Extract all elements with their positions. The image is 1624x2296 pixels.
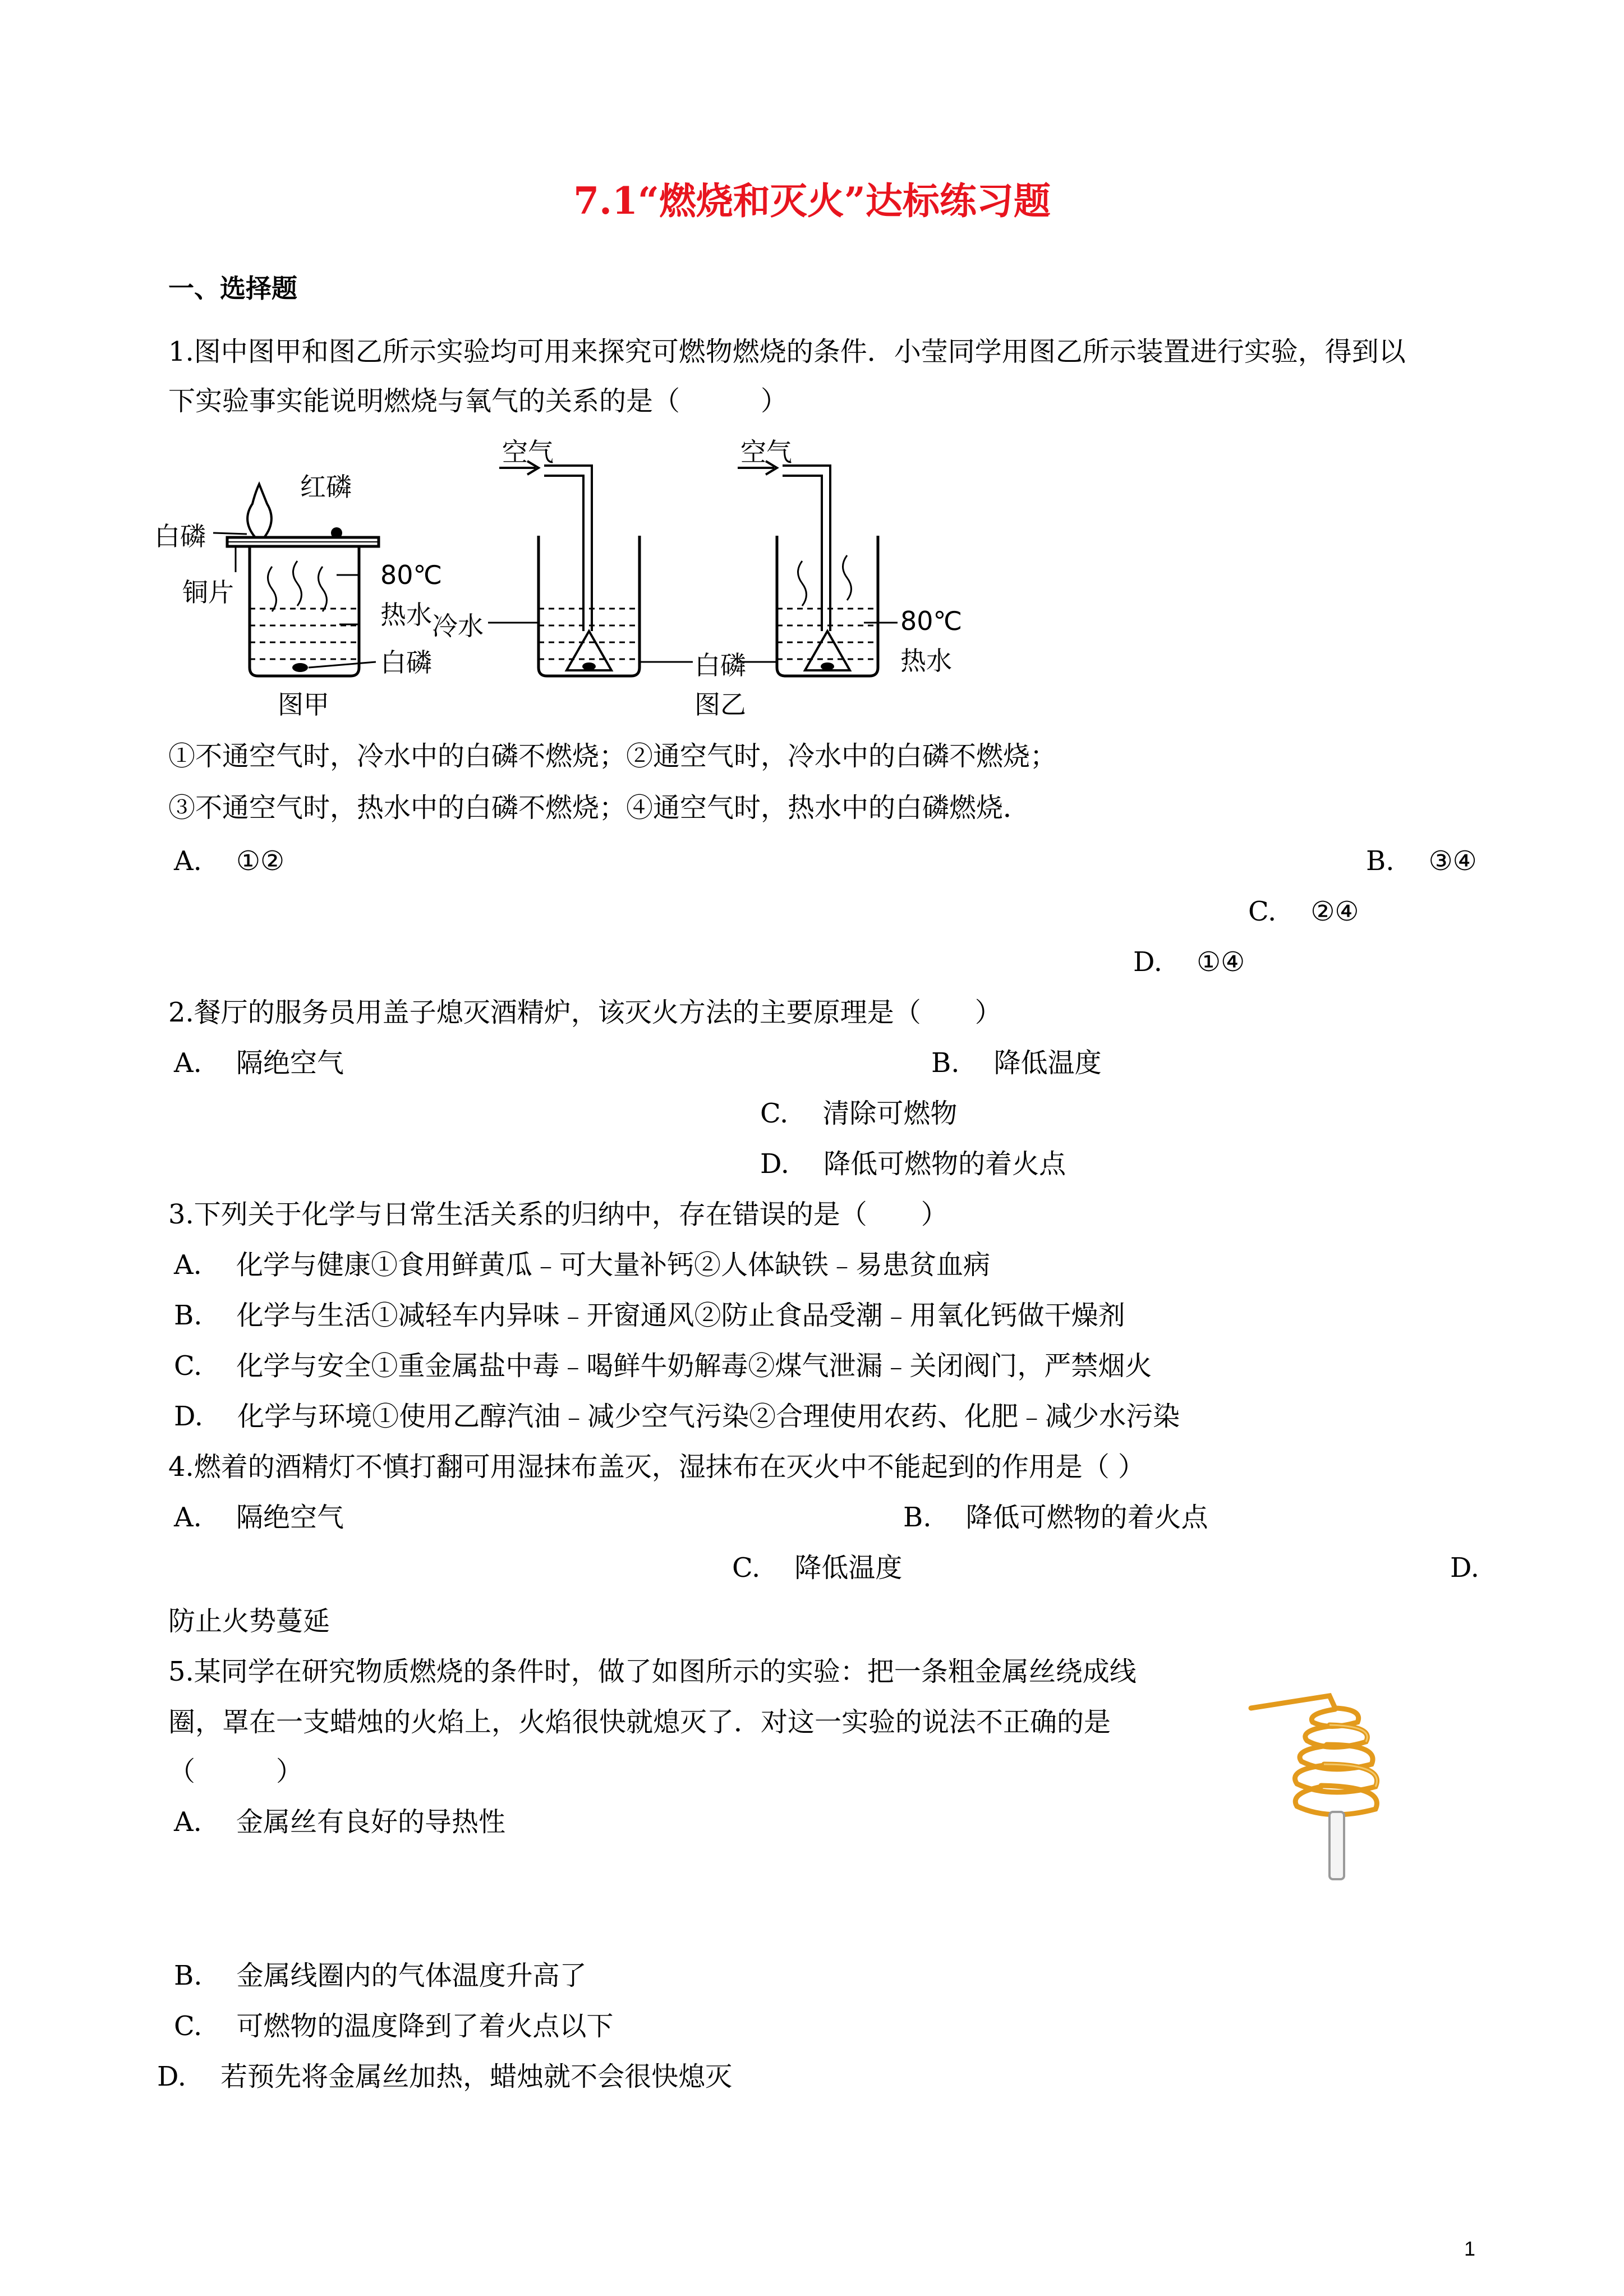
q3-option-c[interactable] — [174, 1349, 1152, 1383]
white-phosphorus-b1 — [582, 662, 596, 670]
q1-stem-line1: 1.图中图甲和图乙所示实验均可用来探究可燃物燃烧的条件．小莹同学用图乙所示装置进行实验，得到以 — [168, 336, 1406, 367]
option-text: 清除可燃物 — [822, 1098, 958, 1129]
label-white-p-2: 白磷 — [694, 650, 746, 680]
red-phosphorus — [331, 527, 342, 539]
label-white-p-left: 白磷 — [154, 521, 206, 551]
option-letter: D. — [174, 1401, 204, 1432]
option-text: 化学与安全①重金属盐中毒﹣喝鲜牛奶解毒②煤气泄漏﹣关闭阀门，严禁烟火 — [236, 1350, 1152, 1382]
q5-option-d[interactable] — [157, 2060, 732, 2093]
option-text: ①② — [236, 845, 285, 877]
q1-fact-1: ①不通空气时，冷水中的白磷不燃烧；②通空气时，冷水中的白磷不燃烧； — [168, 740, 1057, 772]
page-title: 7.1“燃烧和灭火”达标练习题 — [573, 179, 1051, 223]
option-text: 化学与生活①减轻车内异味﹣开窗通风②防止食品受潮﹣用氧化钙做干燥剂 — [236, 1300, 1125, 1331]
coil-candle-image — [1245, 1674, 1430, 1888]
q1-apparatus-diagram — [151, 432, 982, 724]
q4-option-d-text[interactable]: 防止火势蔓延 — [168, 1605, 330, 1637]
air-tube-1 — [544, 466, 592, 631]
q3-option-b[interactable] — [174, 1299, 1125, 1332]
page-number: 1 — [1464, 2237, 1475, 2260]
q5-stem-line1: 5.某同学在研究物质燃烧的条件时，做了如图所示的实验：把一条粗金属丝绕成线 — [168, 1656, 1137, 1687]
option-letter: B. — [931, 1047, 960, 1079]
q1-figure — [151, 432, 982, 724]
q5-stem-line3: （ ） — [168, 1756, 303, 1787]
option-letter: D. — [157, 2061, 187, 2092]
option-text: 降低可燃物的着火点 — [823, 1148, 1066, 1180]
label-copper: 铜片 — [182, 577, 234, 608]
q5-stem-line2: 圈，罩在一支蜡烛的火焰上，火焰很快就熄灭了．对这一实验的说法不正确的是 — [168, 1706, 1111, 1738]
q5-option-b[interactable] — [174, 1959, 587, 1993]
q3-option-a[interactable] — [174, 1248, 990, 1282]
candle — [1329, 1812, 1344, 1879]
option-letter: C. — [174, 1350, 203, 1382]
beaker-a — [250, 547, 359, 676]
option-text: 降低温度 — [993, 1047, 1102, 1079]
option-letter: A. — [174, 1249, 202, 1281]
label-fig-b: 图乙 — [694, 689, 746, 720]
q3-option-d[interactable] — [174, 1400, 1180, 1433]
label-air-1: 空气 — [502, 437, 554, 467]
label-fig-a: 图甲 — [278, 689, 329, 720]
option-text: ③④ — [1428, 845, 1477, 877]
white-phosphorus-b2 — [821, 662, 834, 670]
option-letter: D. — [760, 1148, 790, 1180]
option-text: 化学与环境①使用乙醇汽油﹣减少空气污染②合理使用农药、化肥﹣减少水污染 — [237, 1401, 1180, 1432]
label-air-2: 空气 — [740, 437, 792, 467]
option-text: 金属线圈内的气体温度升高了 — [236, 1960, 587, 1991]
option-letter: A. — [174, 1806, 202, 1838]
label-hot-water-2: 热水 — [900, 646, 952, 676]
q1-option-d[interactable] — [1133, 945, 1245, 979]
q1-stem-line2: 下实验事实能说明燃烧与氧气的关系的是（ ） — [168, 385, 788, 417]
q2-option-b[interactable] — [931, 1046, 1102, 1080]
white-phosphorus-a — [292, 663, 308, 672]
option-letter: C. — [732, 1552, 761, 1584]
label-hot-water-1: 热水 — [380, 600, 432, 630]
q5-option-a[interactable] — [174, 1805, 505, 1839]
q1-option-b[interactable] — [1366, 844, 1477, 878]
q4-option-b[interactable] — [903, 1501, 1208, 1534]
option-letter: A. — [174, 845, 202, 877]
q1-fact-2: ③不通空气时，热水中的白磷不燃烧；④通空气时，热水中的白磷燃烧． — [168, 792, 1030, 823]
q2-option-a[interactable] — [174, 1046, 344, 1080]
beaker-b2 — [777, 536, 878, 676]
q2-option-d[interactable] — [760, 1147, 1066, 1181]
q4-stem: 4.燃着的酒精灯不慎打翻可用湿抹布盖灭，湿抹布在灭火中不能起到的作用是（ ） — [168, 1451, 1145, 1483]
option-letter: B. — [1366, 845, 1395, 877]
option-text: 降低温度 — [794, 1552, 903, 1584]
option-letter: C. — [174, 2010, 203, 2042]
option-letter: B. — [903, 1502, 932, 1533]
coil-over-candle-illustration — [1245, 1674, 1430, 1888]
q5-option-c[interactable] — [174, 2009, 613, 2043]
option-letter: A. — [174, 1047, 202, 1079]
option-letter: B. — [174, 1960, 203, 1991]
flame — [247, 484, 272, 537]
q2-stem: 2.餐厅的服务员用盖子熄灭酒精炉，该灭火方法的主要原理是（ ） — [168, 997, 1002, 1028]
option-text: 金属丝有良好的导热性 — [236, 1806, 505, 1838]
label-white-p-1: 白磷 — [380, 647, 432, 678]
option-letter: A. — [174, 1502, 202, 1533]
beaker-b1 — [539, 536, 640, 676]
q1-option-c[interactable] — [1248, 895, 1359, 928]
q4-option-d-letter[interactable]: D. — [1450, 1552, 1480, 1584]
option-letter: D. — [1133, 946, 1163, 978]
air-tube-2 — [783, 466, 830, 631]
option-text: 化学与健康①食用鲜黄瓜﹣可大量补钙②人体缺铁﹣易患贫血病 — [236, 1249, 990, 1281]
option-letter: C. — [760, 1098, 789, 1129]
option-text: 隔绝空气 — [236, 1047, 344, 1079]
option-text: ①④ — [1197, 946, 1245, 978]
q2-option-c[interactable] — [760, 1097, 957, 1130]
option-letter: B. — [174, 1300, 203, 1331]
label-temp-1: 80℃ — [380, 560, 443, 590]
option-text: ②④ — [1310, 896, 1359, 927]
option-text: 降低可燃物的着火点 — [965, 1502, 1208, 1533]
option-text: 若预先将金属丝加热，蜡烛就不会很快熄灭 — [220, 2061, 733, 2092]
option-text: 隔绝空气 — [236, 1502, 344, 1533]
option-text: 可燃物的温度降到了着火点以下 — [236, 2010, 614, 2042]
q3-stem: 3.下列关于化学与日常生活关系的归纳中，存在错误的是（ ） — [168, 1199, 948, 1230]
label-temp-2: 80℃ — [900, 606, 963, 636]
option-letter: C. — [1248, 896, 1277, 927]
section-heading: 一、选择题 — [168, 273, 297, 303]
q4-option-a[interactable] — [174, 1501, 344, 1534]
label-cold-water: 冷水 — [432, 611, 484, 641]
q4-option-c[interactable] — [732, 1551, 902, 1585]
label-red-p: 红磷 — [300, 472, 352, 502]
q1-option-a[interactable] — [174, 844, 284, 878]
